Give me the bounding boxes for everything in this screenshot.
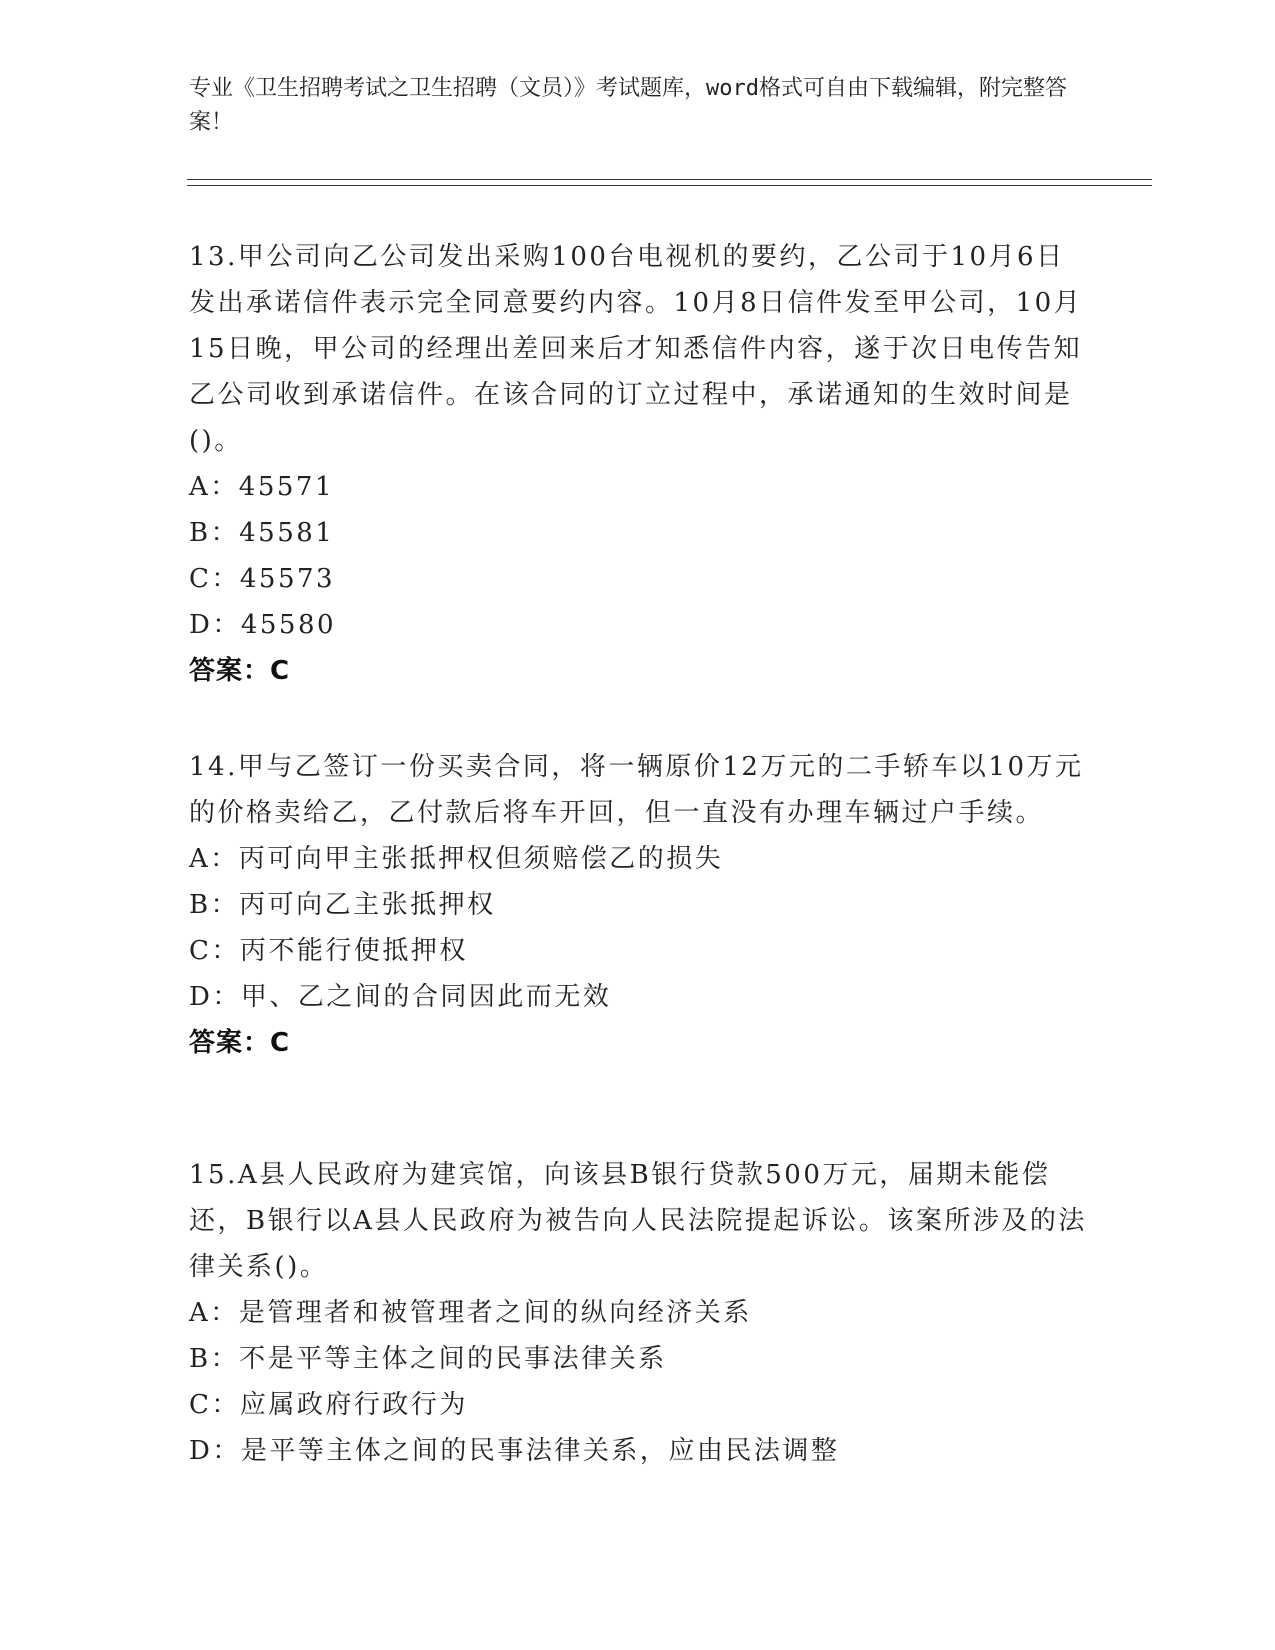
question-stem: 15.A县人民政府为建宾馆，向该县B银行贷款500万元，届期未能偿还，B银行以A县人民政府为被告向人民法院提起诉讼。该案所涉及的法律关系()。 xyxy=(189,1160,1087,1282)
header-text: 专业《卫生招聘考试之卫生招聘（文员）》考试题库，word格式可自由下载编辑，附完整答案！ xyxy=(189,76,1067,135)
page-header xyxy=(189,72,1089,140)
question-stem: 14.甲与乙签订一份买卖合同，将一辆原价12万元的二手轿车以10万元的价格卖给乙，乙付款后将车开回，但一直没有办理车辆过户手续。 xyxy=(189,752,1084,828)
option-d: D：45580 xyxy=(189,610,337,640)
option-c: C：应属政府行政行为 xyxy=(189,1390,468,1420)
question-stem: 13.甲公司向乙公司发出采购100台电视机的要约，乙公司于10月6日发出承诺信件表示完全同意要约内容。10月8日信件发至甲公司，10月15日晚，甲公司的经理出差回来后才知悉信件内容，遂于次日电传告知乙公司收到承诺信件。在该合同的订立过程中，承诺通知的生效时间是()。 xyxy=(189,242,1083,456)
option-a: A：是管理者和被管理者之间的纵向经济关系 xyxy=(189,1298,752,1328)
answer-line: 答案：C xyxy=(189,1028,291,1058)
option-b: B：45581 xyxy=(189,518,335,548)
option-d: D：是平等主体之间的民事法律关系，应由民法调整 xyxy=(189,1436,840,1466)
question-14 xyxy=(189,744,1089,1066)
option-c: C：丙不能行使抵押权 xyxy=(189,936,468,966)
option-b: B：丙可向乙主张抵押权 xyxy=(189,890,496,920)
question-15 xyxy=(189,1152,1089,1474)
answer-line: 答案：C xyxy=(189,656,291,686)
option-b: B：不是平等主体之间的民事法律关系 xyxy=(189,1344,667,1374)
header-divider xyxy=(187,179,1152,186)
option-a: A：丙可向甲主张抵押权但须赔偿乙的损失 xyxy=(189,844,724,874)
option-c: C：45573 xyxy=(189,564,336,594)
option-a: A：45571 xyxy=(189,472,334,502)
question-13 xyxy=(189,234,1089,694)
option-d: D：甲、乙之间的合同因此而无效 xyxy=(189,982,612,1012)
